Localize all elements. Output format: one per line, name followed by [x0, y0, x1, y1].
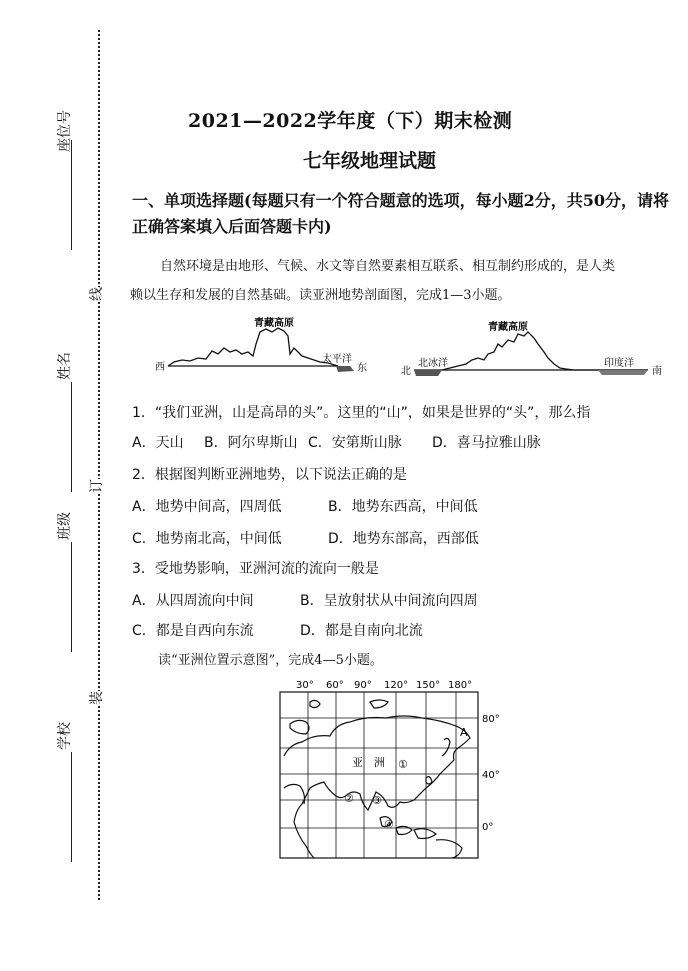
map-marker-2: ②	[344, 792, 354, 805]
school-blank[interactable]	[71, 752, 72, 862]
q3-option-b[interactable]: B．呈放射状从中间流向四周	[300, 593, 478, 609]
question-3-stem: 3．受地势影响，亚洲河流的流向一般是	[132, 561, 379, 577]
question-1-stem: 1．“我们亚洲，山是高昂的头”。这里的“山”，如果是世界的“头”，那么指	[132, 405, 591, 421]
map-lon-label: 90°	[354, 680, 372, 691]
map-lon-label: 30°	[296, 680, 314, 691]
seat-number-field[interactable]	[56, 110, 74, 200]
map-lat-label: 0°	[482, 822, 494, 833]
profile-diagram-north-south	[398, 316, 668, 382]
question-2-stem: 2．根据图判断亚洲地势，以下说法正确的是	[132, 467, 407, 483]
exam-subtitle: 七年级地理试题	[303, 150, 437, 172]
map-marker-a: A	[460, 726, 468, 739]
seat-number-label: 座位号	[57, 110, 73, 152]
class-label: 班级	[57, 512, 73, 540]
q1-option-a[interactable]: A．天山	[132, 435, 184, 451]
profile-diagram-west-east	[150, 314, 370, 380]
map-continent-label: 亚 洲	[352, 756, 385, 769]
cut-word-xian: 线	[89, 287, 105, 301]
profile-east-label: 东	[357, 363, 367, 374]
q2-option-d[interactable]: D．地势东部高，西部低	[328, 531, 479, 547]
map-marker-3: ③	[372, 794, 382, 807]
name-field[interactable]	[56, 352, 74, 442]
map-lon-label: 150°	[416, 680, 441, 691]
class-field[interactable]	[56, 512, 74, 602]
exam-title: 2021—2022学年度（下）期末检测	[188, 110, 513, 132]
question-3-options-row2	[132, 620, 423, 640]
cut-word-ding: 订	[89, 479, 105, 493]
name-label: 姓名	[57, 352, 73, 380]
profile-indian-label: 印度洋	[604, 358, 634, 369]
map-marker-1: ①	[398, 758, 408, 771]
binding-dotted-line	[98, 30, 100, 900]
q1-option-d[interactable]: D．喜马拉雅山脉	[432, 435, 541, 451]
q3-option-a[interactable]: A．从四周流向中间	[132, 593, 254, 609]
profile-south-label: 南	[652, 366, 662, 377]
school-field[interactable]	[56, 722, 74, 812]
question-2-options-row2	[132, 528, 479, 548]
question-3-options-row1	[132, 590, 478, 610]
question-2-options-row1	[132, 496, 478, 516]
intro-paragraph-1	[130, 252, 660, 310]
q2-option-c[interactable]: C．地势南北高，中间低	[132, 531, 282, 547]
q3-option-d[interactable]: D．都是自南向北流	[300, 623, 423, 639]
q1-option-b[interactable]: B．阿尔卑斯山	[204, 435, 298, 451]
map-frame	[280, 692, 478, 858]
intro-line-1: 自然环境是由地形、气候、水文等自然要素相互联系、相互制约形成的，是人类	[160, 259, 616, 274]
profile-pacific-label: 太平洋	[322, 354, 352, 365]
profile-west-label: 西	[155, 362, 165, 373]
intro-line-2: 赖以生存和发展的自然基础。读亚洲地势剖面图，完成1—3小题。	[130, 288, 511, 303]
intro-paragraph-2: 读“亚洲位置示意图”，完成4—5小题。	[158, 653, 383, 668]
map-lon-label: 60°	[326, 680, 344, 691]
profile-arctic-label: 北冰洋	[418, 358, 448, 369]
section-heading: 一、单项选择题(每题只有一个符合题意的选项，每小题2分，共50分，请将正确答案填入后面答题卡内)	[132, 191, 669, 236]
q1-option-c[interactable]: C．安第斯山脉	[308, 435, 402, 451]
question-1-options	[132, 432, 541, 452]
q3-option-c[interactable]: C．都是自西向东流	[132, 623, 254, 639]
map-lon-label: 180°	[448, 680, 473, 691]
asia-location-map	[276, 678, 506, 862]
cut-word-zhuang: 装	[89, 691, 105, 705]
map-lat-label: 40°	[482, 770, 500, 781]
seat-number-blank[interactable]	[71, 140, 72, 250]
school-label: 学校	[57, 722, 73, 750]
ocean-shading-ew	[336, 366, 354, 372]
class-blank[interactable]	[71, 542, 72, 652]
map-lat-label: 80°	[482, 714, 500, 725]
q2-option-b[interactable]: B．地势东西高，中间低	[328, 499, 478, 515]
profile-plateau-label-ns: 青藏高原	[488, 322, 528, 333]
ocean-shading-north	[414, 370, 442, 376]
profile-north-label: 北	[401, 366, 411, 377]
map-lon-label: 120°	[384, 680, 409, 691]
ocean-shading-south	[598, 370, 648, 375]
q2-option-a[interactable]: A．地势中间高，四周低	[132, 499, 282, 515]
profile-plateau-label-ew: 青藏高原	[254, 318, 294, 329]
map-marker-4: ④	[384, 818, 394, 831]
name-blank[interactable]	[71, 382, 72, 492]
profile-terrain-ew	[168, 328, 338, 366]
